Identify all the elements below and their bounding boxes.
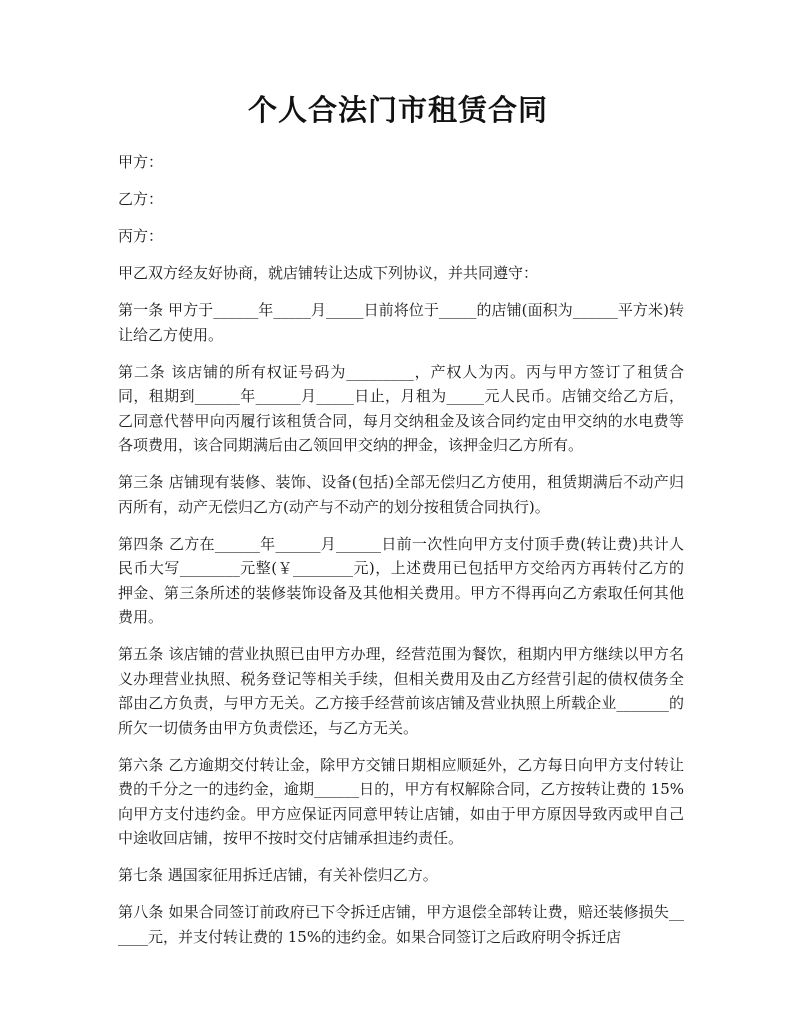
article-1: 第一条 甲方于______年_____月_____日前将位于_____的店铺(面积为______平方米)转让给乙方使用。 (118, 301, 684, 344)
document-body (118, 150, 684, 962)
party-c-line: 丙方： (118, 227, 164, 245)
party-a-line: 甲方： (118, 153, 164, 171)
article-6: 第六条 乙方逾期交付转让金，除甲方交铺日期相应顺延外，乙方每日向甲方支付转让费的千分之一的违约金，逾期______日的，甲方有权解除合同，乙方按转让费的 15%向甲方支付违约金。甲方应保证丙同意甲转让店铺，如由于甲方原因导致丙或甲自己中途收回店铺，按甲不按时交付店铺承担违约责任。 (118, 755, 684, 847)
article-5: 第五条 该店铺的营业执照已由甲方办理，经营范围为餐饮，租期内甲方继续以甲方名义办理营业执照、税务登记等相关手续，但相关费用及由乙方经营引起的债权债务全部由乙方负责，与甲方无关。乙方接手经营前该店铺及营业执照上所载企业_______的所欠一切债务由甲方负责偿还，与乙方无关。 (118, 645, 684, 737)
article-8: 第八条 如果合同签订前政府已下令拆迁店铺，甲方退偿全部转让费，赔还装修损失______元，并支付转让费的 15%的违约金。如果合同签订之后政府明令拆迁店 (118, 903, 684, 946)
article-3: 第三条 店铺现有装修、装饰、设备(包括)全部无偿归乙方使用，租赁期满后不动产归丙所有，动产无偿归乙方(动产与不动产的划分按租赁合同执行)。 (118, 473, 684, 516)
article-4: 第四条 乙方在______年______月______日前一次性向甲方支付顶手费(转让费)共计人民币大写________元整(￥________元)，上述费用已包括甲方交给丙方再转付乙方的押金、第三条所述的装修装饰设备及其他相关费用。甲方不得再向乙方索取任何其他费用。 (118, 534, 684, 626)
preamble: 甲乙双方经友好协商，就店铺转让达成下列协议，并共同遵守： (118, 264, 539, 282)
party-b-line: 乙方： (118, 190, 164, 208)
document-title: 个人合法门市租赁合同 (247, 93, 548, 127)
article-7: 第七条 遇国家征用拆迁店铺，有关补偿归乙方。 (118, 866, 438, 884)
article-2: 第二条 该店铺的所有权证号码为_________，产权人为丙。丙与甲方签订了租赁合同，租期到______年______月_____日止，月租为_____元人民币。店铺交给乙方后，乙同意代替甲向丙履行该租赁合同，每月交纳租金及该合同约定由甲交纳的水电费等各项费用，该合同期满后由乙领回甲交纳的押金，该押金归乙方所有。 (118, 362, 684, 454)
